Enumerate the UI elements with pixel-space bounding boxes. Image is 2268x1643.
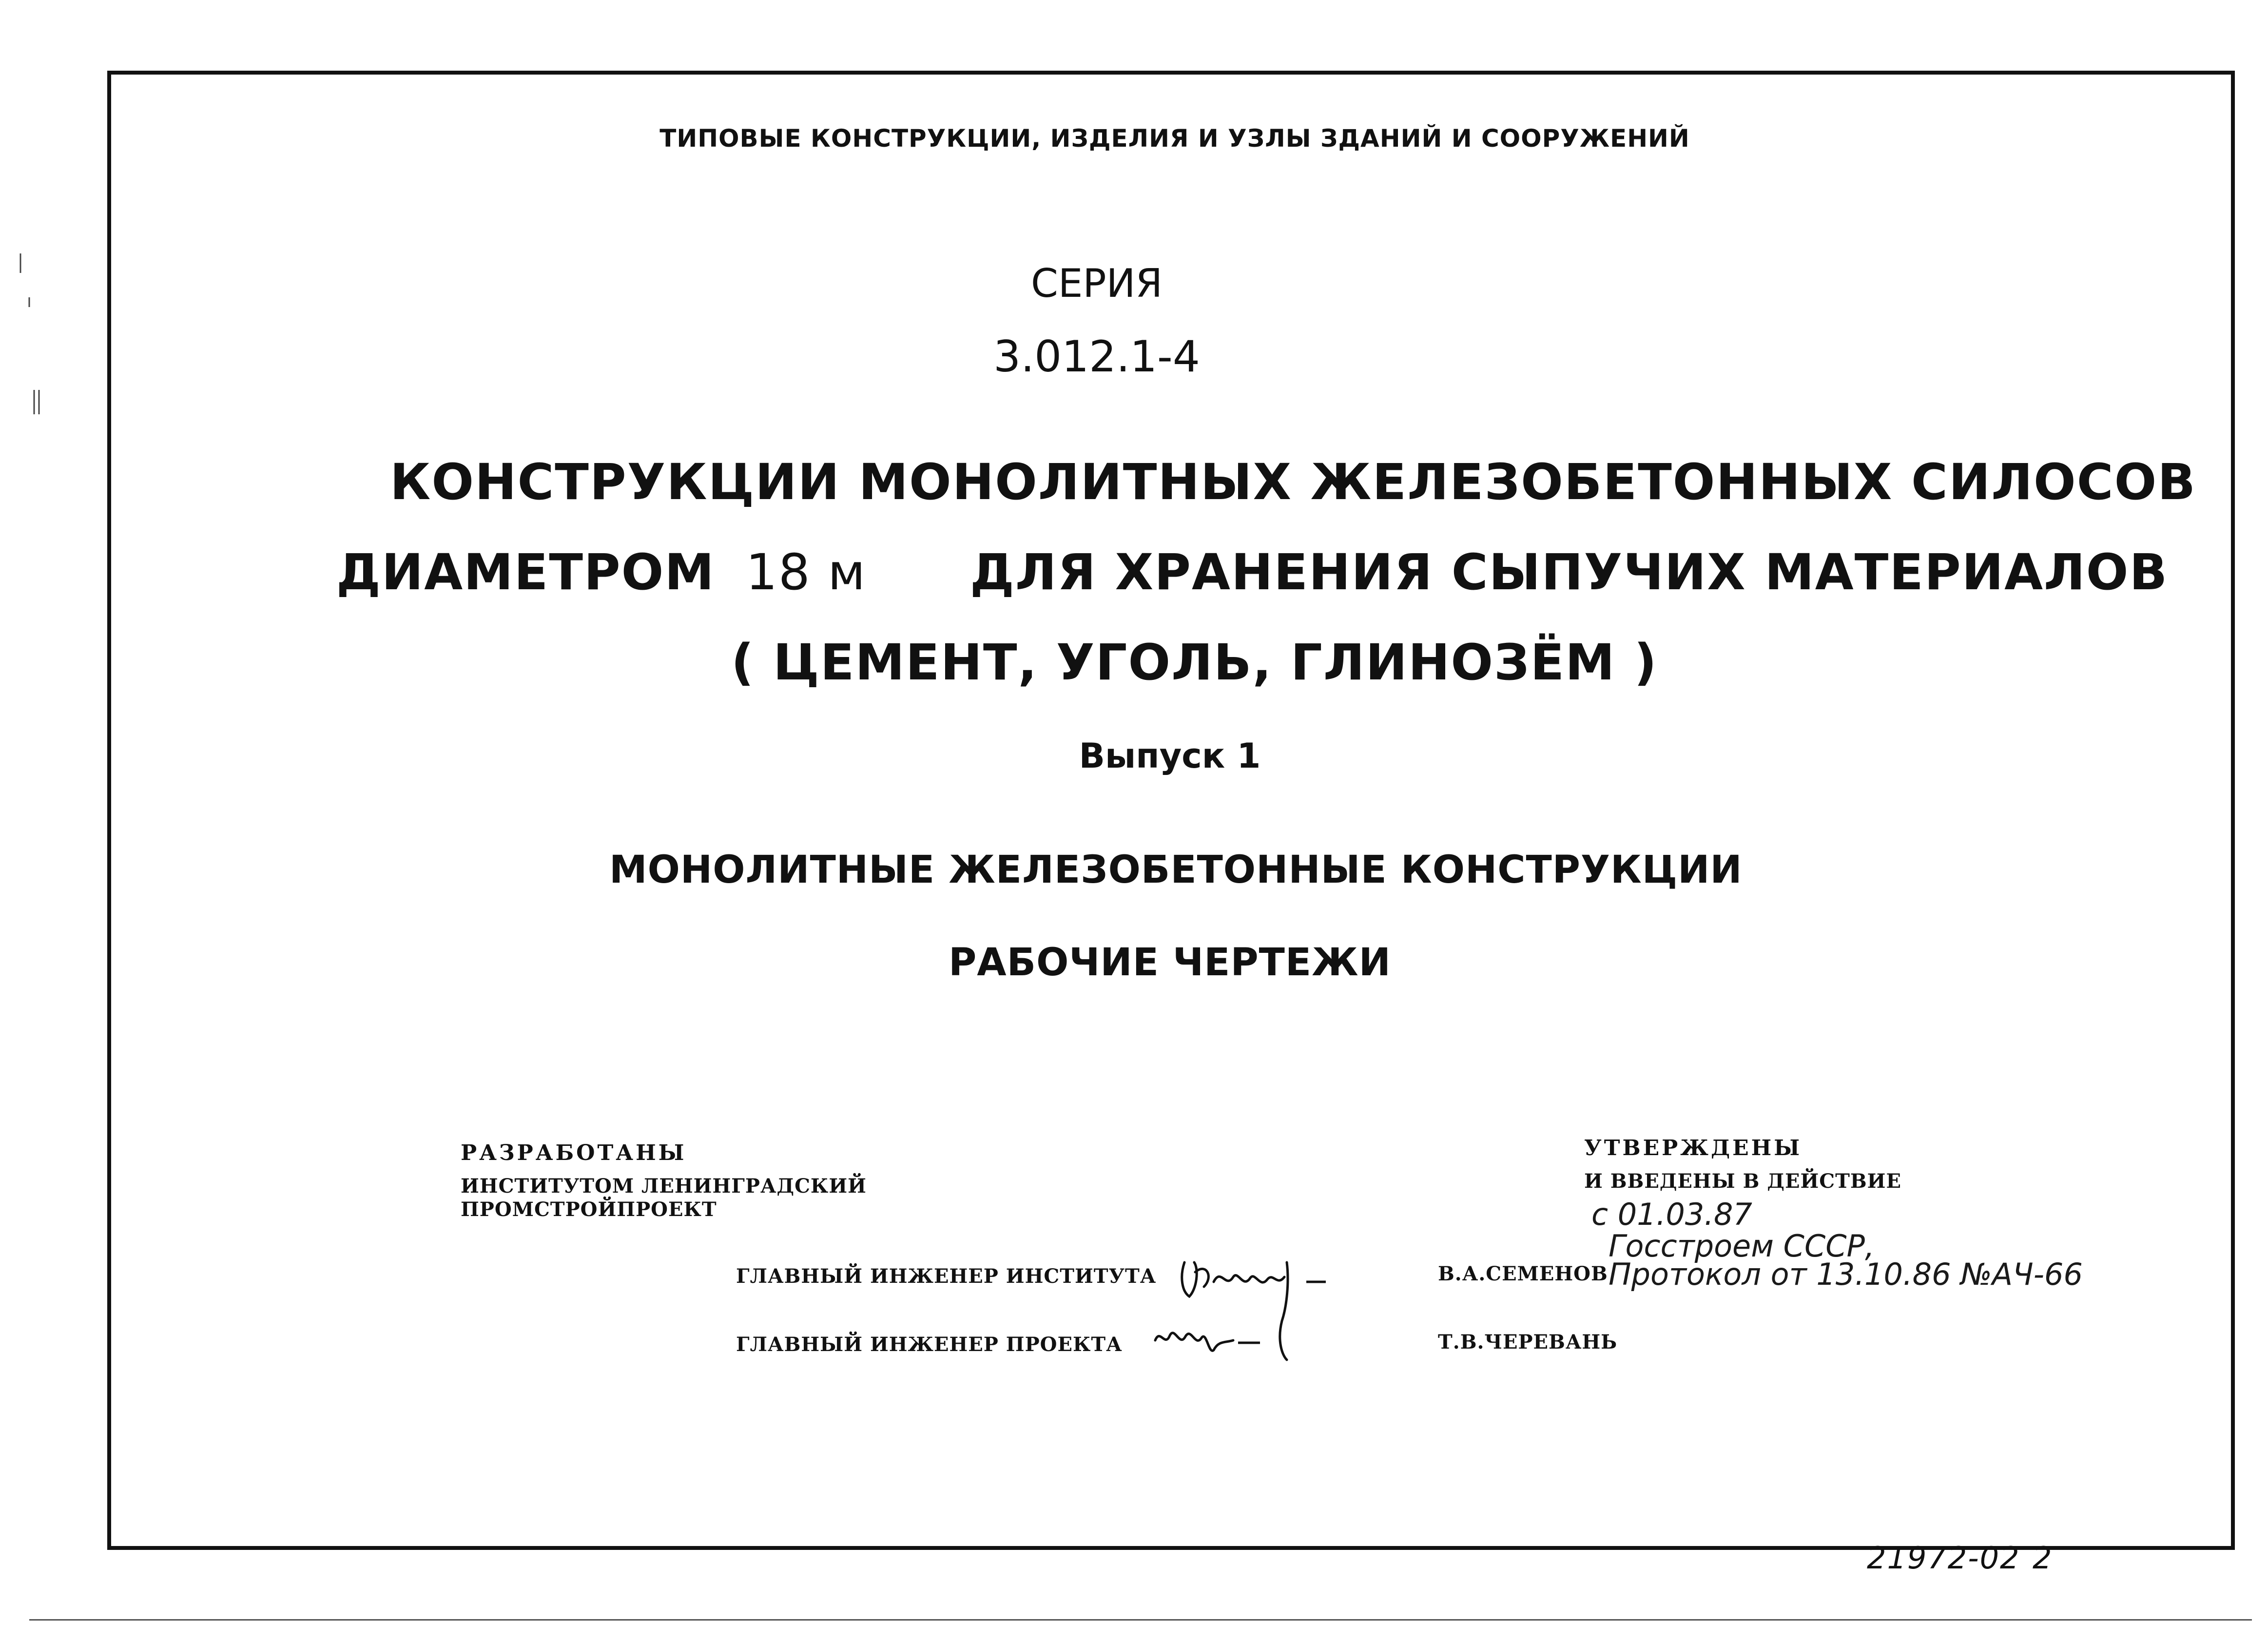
series-number: 3.012.1-4 bbox=[993, 331, 1200, 382]
title-diameter-label: ДИАМЕТРОМ bbox=[336, 543, 715, 601]
developed-org-line-1: ИНСТИТУТОМ ЛЕНИНГРАДСКИЙ bbox=[461, 1175, 867, 1198]
title-diameter-value: 18 м bbox=[746, 543, 867, 601]
title-line-1: КОНСТРУКЦИИ МОНОЛИТНЫХ ЖЕЛЕЗОБЕТОННЫХ СИЛОСОВ bbox=[390, 453, 2197, 511]
signatory-role-2: ГЛАВНЫЙ ИНЖЕНЕР ПРОЕКТА bbox=[736, 1333, 1123, 1356]
sheet-bottom-edge bbox=[29, 1619, 2252, 1621]
title-purpose: ДЛЯ ХРАНЕНИЯ СЫПУЧИХ МАТЕРИАЛОВ bbox=[970, 543, 2169, 601]
signatory-name-2: Т.В.ЧЕРЕВАНЬ bbox=[1438, 1331, 1618, 1353]
approved-date: с 01.03.87 bbox=[1591, 1197, 1752, 1232]
series-label: СЕРИЯ bbox=[1030, 261, 1163, 306]
approved-intro: И ВВЕДЕНЫ В ДЕЙСТВИЕ bbox=[1584, 1170, 1901, 1193]
approved-body: Госстроем СССР, bbox=[1609, 1228, 1875, 1264]
issue-number: Выпуск 1 bbox=[1079, 736, 1261, 776]
collection-title: ТИПОВЫЕ КОНСТРУКЦИИ, ИЗДЕЛИЯ И УЗЛЫ ЗДАНИЙ И СООРУЖЕНИЙ bbox=[659, 124, 1690, 153]
developed-heading: РАЗРАБОТАНЫ bbox=[461, 1140, 687, 1165]
page-number: 2 bbox=[2033, 1540, 2052, 1576]
approved-protocol: Протокол от 13.10.86 №АЧ-66 bbox=[1609, 1256, 2083, 1292]
document-reference: 21972-02 bbox=[1867, 1540, 2020, 1576]
signatory-role-1: ГЛАВНЫЙ ИНЖЕНЕР ИНСТИТУТА bbox=[736, 1265, 1157, 1288]
approved-heading: УТВЕРЖДЕНЫ bbox=[1584, 1136, 1803, 1160]
signatory-name-1: В.А.СЕМЕНОВ bbox=[1438, 1262, 1608, 1285]
developed-org-line-2: ПРОМСТРОЙПРОЕКТ bbox=[461, 1198, 717, 1221]
subtitle-line-1: МОНОЛИТНЫЕ ЖЕЛЕЗОБЕТОННЫЕ КОНСТРУКЦИИ bbox=[609, 848, 1743, 892]
title-line-3: ( ЦЕМЕНТ, УГОЛЬ, ГЛИНОЗЁМ ) bbox=[731, 634, 1658, 692]
handwritten-signatures bbox=[1141, 1243, 1375, 1370]
subtitle-line-2: РАБОЧИЕ ЧЕРТЕЖИ bbox=[949, 941, 1391, 985]
margin-marks bbox=[15, 244, 44, 429]
